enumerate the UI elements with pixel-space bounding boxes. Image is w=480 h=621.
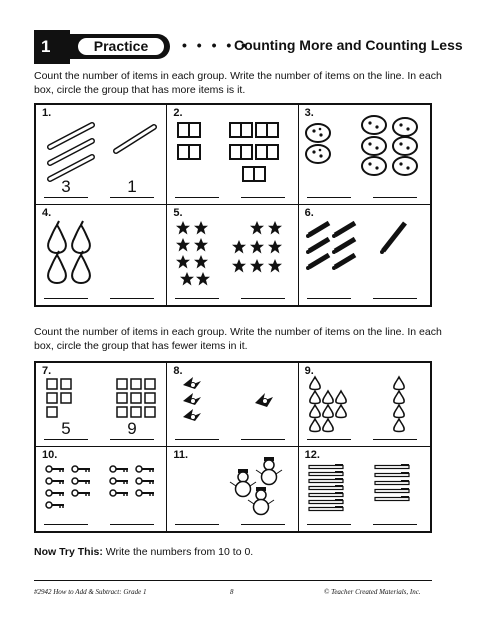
star-icon (250, 221, 264, 235)
pear-icon (72, 221, 90, 253)
toothbrush-icon (309, 492, 343, 497)
key-icon (46, 502, 64, 508)
chocolate-drop-icon (322, 419, 332, 432)
cookie-icon (362, 157, 386, 175)
book-icon (256, 123, 278, 137)
lesson-number-box (34, 30, 70, 64)
square-icon (47, 393, 57, 403)
exercise-number: 8. (173, 365, 183, 377)
book-icon (230, 123, 252, 137)
chocolate-drop-icon (309, 377, 319, 390)
exercise-number: 4. (42, 207, 52, 219)
toothbrush-icon (309, 485, 343, 490)
chocolate-drop-icon (335, 405, 345, 418)
exercise-cell-11 (167, 447, 298, 531)
answer-line-right[interactable] (110, 439, 154, 440)
toothbrush-icon (375, 472, 409, 477)
square-icon (61, 379, 71, 389)
practice-badge: Practice (76, 36, 166, 57)
square-icon (117, 379, 127, 389)
answer-line-right[interactable] (373, 524, 417, 525)
cookie-icon (362, 116, 386, 134)
holly-icon (183, 377, 201, 389)
snowman-icon (230, 469, 256, 497)
key-icon (136, 478, 154, 484)
footer-copyright: © Teacher Created Materials, Inc. (324, 588, 421, 596)
exercise-number: 3. (304, 107, 314, 119)
chocolate-drop-icon (309, 419, 319, 432)
chocolate-drop-icon (393, 419, 403, 432)
answer-line-right[interactable] (373, 298, 417, 299)
exercise-cell-5 (167, 205, 298, 305)
exercise-cell-4 (36, 205, 167, 305)
toothbrush-group-right[interactable] (373, 463, 413, 503)
key-group-left[interactable] (44, 463, 100, 511)
now-try-label: Now Try This: (34, 546, 103, 558)
toothbrush-icon (309, 471, 343, 476)
bone-group-right[interactable] (110, 121, 160, 161)
key-icon (72, 466, 90, 472)
key-icon (72, 478, 90, 484)
toothbrush-group-left[interactable] (307, 463, 347, 513)
toothbrush-icon (375, 480, 409, 485)
pencil-icon (309, 255, 329, 267)
toothbrush-icon (309, 478, 343, 483)
key-icon (72, 490, 90, 496)
pencil-icon (309, 239, 329, 251)
snowman-group-right[interactable] (229, 455, 291, 515)
key-group-right[interactable] (108, 463, 164, 503)
toothbrush-icon (375, 464, 409, 469)
footer-divider (34, 580, 432, 581)
pencil-icon (335, 239, 355, 251)
star-icon (268, 221, 282, 235)
exercise-number: 6. (304, 207, 314, 219)
chocolate-drop-icon (393, 405, 403, 418)
star-icon (180, 272, 194, 286)
star-icon (196, 272, 210, 286)
cookie-icon (306, 145, 330, 163)
answer-left: 5 (61, 419, 71, 438)
answer-right: 9 (127, 419, 137, 438)
pencil-icon (335, 223, 355, 235)
square-icon (47, 379, 57, 389)
book-icon (256, 145, 278, 159)
key-icon (110, 466, 128, 472)
answer-line-right[interactable] (373, 197, 417, 198)
snowman-icon (248, 487, 274, 515)
star-icon (176, 255, 190, 269)
square-icon (117, 393, 127, 403)
toothbrush-icon (375, 496, 409, 501)
square-icon (145, 379, 155, 389)
key-icon (110, 478, 128, 484)
square-icon (61, 393, 71, 403)
exercise-cell-8 (167, 363, 298, 447)
instructions-more: Count the number of items in each group. Write the number of items on the line. In each box, circle the group that has more items is it. (34, 70, 442, 96)
exercise-cell-2 (167, 105, 298, 205)
square-icon (117, 407, 127, 417)
bone-icon (116, 127, 154, 151)
chocolate-drop-icon (393, 377, 403, 390)
exercise-number: 5. (173, 207, 183, 219)
book-icon (243, 167, 265, 181)
chocolate-drop-icon (309, 391, 319, 404)
star-icon (232, 259, 246, 273)
chocolate-drop-icon (322, 391, 332, 404)
cookie-group-left[interactable] (305, 123, 333, 165)
toothbrush-icon (375, 488, 409, 493)
star-icon (250, 259, 264, 273)
answer-line-left[interactable] (307, 197, 351, 198)
square-icon (145, 407, 155, 417)
square-icon (131, 393, 141, 403)
pencil-icon (309, 223, 329, 235)
key-icon (46, 466, 64, 472)
answer-line-right[interactable] (110, 524, 154, 525)
answer-line-left[interactable] (44, 197, 88, 198)
star-icon (268, 259, 282, 273)
answer-line-right[interactable] (241, 197, 285, 198)
star-icon (232, 240, 246, 254)
answer-line-right[interactable] (241, 524, 285, 525)
toothbrush-icon (309, 464, 343, 469)
star-icon (194, 238, 208, 252)
star-icon (176, 238, 190, 252)
title-dots: • • • • • (182, 37, 250, 53)
cookie-icon (362, 137, 386, 155)
pencil-icon (335, 255, 355, 267)
book-group-left[interactable] (177, 121, 201, 163)
answer-line-right[interactable] (110, 197, 154, 198)
exercise-cell-1 (36, 105, 167, 205)
book-icon (178, 123, 200, 137)
exercise-number: 2. (173, 107, 183, 119)
chocolate-drop-icon (309, 405, 319, 418)
exercise-cell-12 (299, 447, 430, 531)
exercise-number: 12. (304, 449, 320, 461)
toothbrush-icon (309, 499, 343, 504)
exercise-cell-10 (36, 447, 167, 531)
pencil-group-left[interactable] (305, 219, 361, 279)
book-icon (230, 145, 252, 159)
pencil-group-right[interactable] (379, 219, 409, 259)
key-icon (46, 490, 64, 496)
exercise-number: 1. (42, 107, 52, 119)
answer-line-left[interactable] (307, 298, 351, 299)
star-icon (250, 240, 264, 254)
cookie-icon (393, 118, 417, 136)
exercise-number: 10. (42, 449, 58, 461)
exercise-number: 11. (173, 449, 189, 461)
now-try-text: Write the numbers from 10 to 0. (102, 546, 254, 558)
answer-line-left[interactable] (44, 298, 88, 299)
page-number: 8 (230, 588, 234, 596)
exercise-grid-fewer (34, 361, 432, 533)
answer-line-right[interactable] (110, 298, 154, 299)
chocolate-group-left[interactable] (307, 375, 351, 431)
footer-book-title: #2942 How to Add & Subtract: Grade 1 (34, 588, 147, 596)
holly-icon (255, 393, 273, 407)
exercise-number: 7. (42, 365, 52, 377)
square-group-right[interactable] (116, 377, 158, 421)
key-icon (136, 466, 154, 472)
answer-line-right[interactable] (241, 439, 285, 440)
cookie-icon (306, 124, 330, 142)
star-icon (194, 221, 208, 235)
exercise-cell-6 (299, 205, 430, 305)
answer-line-left[interactable] (307, 524, 351, 525)
cookie-group-right[interactable] (361, 115, 421, 177)
toothbrush-icon (309, 506, 343, 511)
key-icon (110, 490, 128, 496)
cookie-icon (393, 157, 417, 175)
answer-line-left[interactable] (307, 439, 351, 440)
star-icon (194, 255, 208, 269)
page-title: Counting More and Counting Less (234, 37, 463, 53)
worksheet-header (34, 30, 463, 66)
star-icon (176, 221, 190, 235)
chocolate-drop-icon (393, 391, 403, 404)
exercise-cell-7 (36, 363, 167, 447)
instructions-fewer: Count the number of items in each group. Write the number of items on the line. In each box, circle the group that has fewer items in it. (34, 326, 442, 352)
holly-icon (183, 409, 201, 421)
square-icon (131, 379, 141, 389)
holly-icon (183, 393, 201, 405)
pear-icon (72, 251, 90, 283)
chocolate-drop-icon (335, 391, 345, 404)
holly-group-left[interactable] (179, 373, 209, 429)
answer-line-left[interactable] (175, 439, 219, 440)
pear-group-left[interactable] (46, 221, 94, 285)
square-icon (145, 393, 155, 403)
exercise-cell-9 (299, 363, 430, 447)
book-icon (178, 145, 200, 159)
star-group-left[interactable] (173, 219, 217, 289)
cookie-icon (393, 137, 417, 155)
lesson-number: 1 (41, 37, 51, 56)
answer-line-left[interactable] (44, 524, 88, 525)
square-group-left[interactable] (46, 377, 74, 421)
key-icon (136, 490, 154, 496)
answer-line-left[interactable] (175, 197, 219, 198)
answer-left: 3 (61, 177, 71, 196)
exercise-grid-more (34, 103, 432, 307)
answer-line-left[interactable] (175, 298, 219, 299)
book-group-right[interactable] (229, 121, 279, 185)
square-icon (47, 407, 57, 417)
answer-line-right[interactable] (241, 298, 285, 299)
answer-line-right[interactable] (373, 439, 417, 440)
holly-group-right[interactable] (253, 389, 279, 413)
pencil-icon (383, 223, 405, 251)
chocolate-drop-icon (322, 405, 332, 418)
pear-icon (48, 221, 66, 253)
answer-line-left[interactable] (44, 439, 88, 440)
exercise-number: 9. (304, 365, 314, 377)
snowman-icon (256, 457, 282, 485)
star-group-right[interactable] (229, 219, 289, 283)
answer-line-left[interactable] (175, 524, 219, 525)
chocolate-group-right[interactable] (391, 375, 407, 435)
answer-right: 1 (127, 177, 137, 196)
now-try-this (34, 546, 253, 558)
star-icon (268, 240, 282, 254)
square-icon (131, 407, 141, 417)
pear-icon (48, 251, 66, 283)
bone-group-left[interactable] (44, 121, 100, 183)
exercise-cell-3 (299, 105, 430, 205)
key-icon (46, 478, 64, 484)
